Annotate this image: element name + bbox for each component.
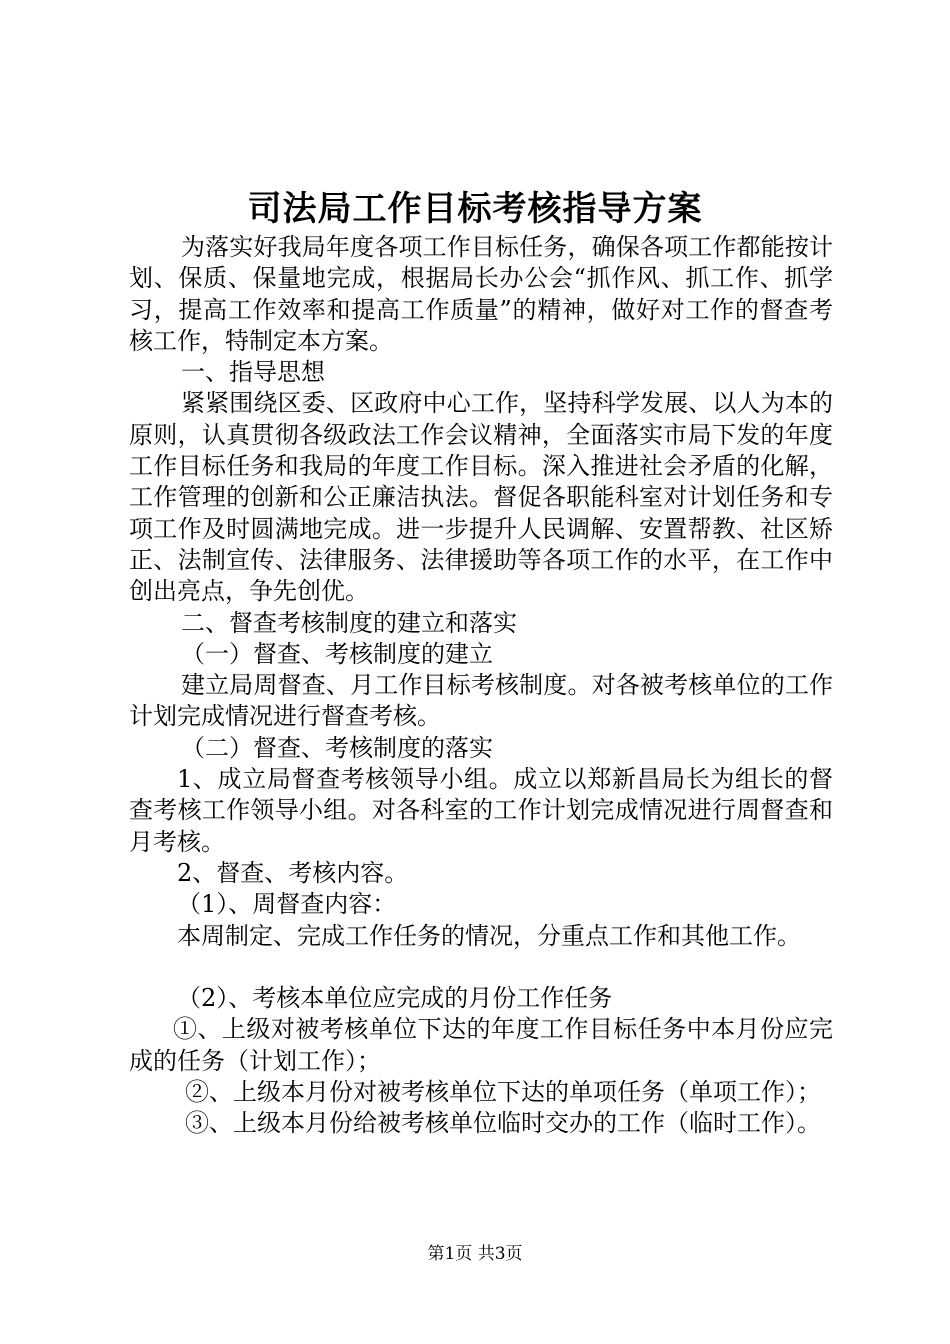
page-footer: 第1页 共3页	[427, 1244, 523, 1264]
item-temporary-work: ③、上级本月份给被考核单位临时交办的工作（临时工作）。	[185, 1109, 821, 1138]
paragraph-establishment: 建立局周督查、月工作目标考核制度。对各被考核单位的工作计划完成情况进行督查考核。	[129, 671, 833, 731]
document-body	[129, 232, 833, 1140]
paragraph-content-heading: 2、督查、考核内容。	[177, 858, 409, 887]
paragraph-leading-group: 1、成立局督查考核领导小组。成立以郑新昌局长为组长的督查考核工作领导小组。对各科室的工作计划完成情况进行周督查和月考核。	[129, 765, 833, 856]
subheading-implementation: （二）督查、考核制度的落实	[181, 733, 493, 762]
item-monthly-assessment: （2）、考核本单位应完成的月份工作任务	[177, 984, 613, 1013]
blank-line	[129, 952, 833, 983]
paragraph-intro: 为落实好我局年度各项工作目标任务，确保各项工作都能按计划、保质、保量地完成，根据局长办公会“抓作风、抓工作、抓学习，提高工作效率和提高工作质量”的精神，做好对工作的督查考核工作，特制定本方案。	[129, 233, 833, 355]
heading-guiding-ideology: 一、指导思想	[181, 358, 325, 387]
paragraph-weekly-content: 本周制定、完成工作任务的情况，分重点工作和其他工作。	[177, 921, 801, 950]
paragraph-guiding-ideology: 紧紧围绕区委、区政府中心工作，坚持科学发展、以人为本的原则，认真贯彻各级政法工作会议精神，全面落实市局下发的年度工作目标任务和我局的年度工作目标。深入推进社会矛盾的化解，工作管理的创新和公正廉洁执法。督促各职能科室对计划任务和专项工作及时圆满地完成。进一步提升人民调解、安置帮教、社区矫正、法制宣传、法律服务、法律援助等各项工作的水平，在工作中创出亮点，争先创优。	[129, 389, 833, 606]
heading-supervision-system: 二、督查考核制度的建立和落实	[181, 608, 517, 637]
item-weekly-supervision: （1）、周督查内容：	[177, 890, 397, 919]
item-single-work: ②、上级本月份对被考核单位下达的单项任务（单项工作）；	[185, 1078, 821, 1107]
item-planned-work: ①、上级对被考核单位下达的年度工作目标任务中本月份应完成的任务（计划工作）；	[129, 1015, 833, 1075]
document-title: 司法局工作目标考核指导方案	[247, 189, 703, 229]
subheading-establishment: （一）督查、考核制度的建立	[181, 639, 493, 668]
